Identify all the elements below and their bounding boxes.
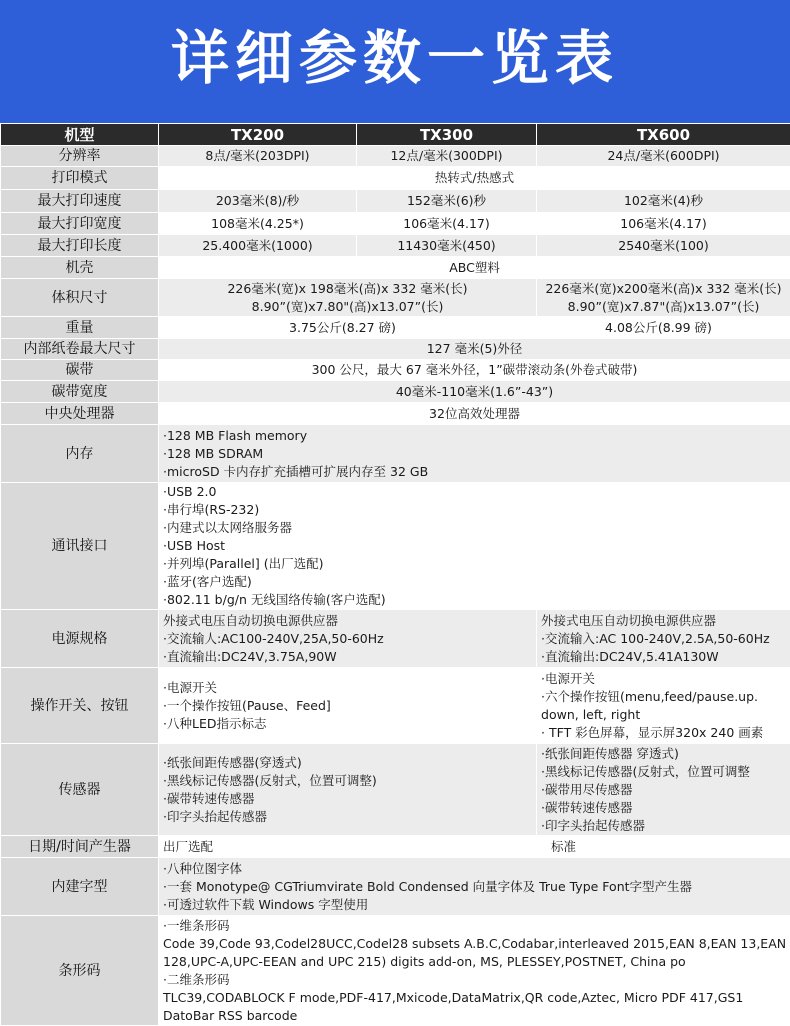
power-line: 外接式电压自动切换电源供应器 [541,612,790,630]
row-label: 机壳 [1,257,159,279]
page-title: 详细参数一览表 [171,29,619,87]
barcode-line: ·一维条形码 [163,917,788,935]
sensors-line: ·印字头抬起传感器 [163,808,536,826]
row-label: 传感器 [1,744,159,836]
cell-tx600: 2540毫米(100) [537,235,790,257]
header-tx300: TX300 [357,124,537,146]
dims-imperial: 8.90”(宽)x7.87"(高)x13.07”(长) [537,298,790,316]
row-label: 通讯接口 [1,483,159,610]
buttons-line: · TFT 彩色屏幕，显示屏320x 240 画素 [541,724,790,742]
row-sensors [1,744,790,836]
sensors-line: ·纸张间距传感器 穿透式) [541,745,790,763]
cell-tx600: 24点/毫米(600DPI) [537,146,790,167]
sensors-line: ·碳带转速传感器 [541,799,790,817]
buttons-line: ·六个操作按钮(menu,feed/pause.up. [541,688,790,706]
cell-tx300: 106毫米(4.17) [357,213,537,235]
cell-buttons-a [159,668,537,744]
barcode-line: TLC39,CODABLOCK F mode,PDF-417,Mxicode,DataMatrix,QR code,Aztec, Micro PDF 417,GS1 DatoBar RSS barcode [163,989,788,1025]
fonts-line: ·一套 Monotype@ CGTriumvirate Bold Condensed 向量字体及 True Type Font字型产生器 [163,878,790,896]
row-barcode [1,916,790,1026]
cell-dims-tx200-tx300 [159,279,537,317]
buttons-line: ·电源开关 [541,670,790,688]
row-label: 内存 [1,425,159,483]
header-tx600: TX600 [537,124,790,146]
row-print-mode [1,167,790,190]
row-datetime [1,836,790,858]
cell-all: 127 毫米(5)外径 [159,339,790,360]
cell-tx300: 11430毫米(450) [357,235,537,257]
row-max-length [1,235,790,257]
interface-line: ·蓝牙(客户选配) [163,573,790,591]
cell-interface [159,483,790,610]
memory-line: ·128 MB SDRAM [163,445,790,463]
power-line: 外接式电压自动切换电源供应器 [163,612,536,630]
row-label: 打印模式 [1,167,159,190]
row-label: 碳带 [1,360,159,381]
row-buttons [1,668,790,744]
sensors-line: ·碳带转速传感器 [163,790,536,808]
interface-line: ·串行埠(RS-232) [163,501,790,519]
dims-metric: 226毫米(宽)x 198毫米(高)x 332 毫米(长) [159,280,536,298]
row-power [1,610,790,668]
row-dimensions [1,279,790,317]
cell-power-b [537,610,790,668]
memory-line: ·128 MB Flash memory [163,427,790,445]
row-label: 最大打印宽度 [1,213,159,235]
dims-imperial: 8.90”(宽)x7.80"(高)x13.07”(长) [159,298,536,316]
cell-tx300: 152毫米(6)秒 [357,190,537,213]
buttons-line: down, left, right [541,706,790,724]
interface-line: ·802.11 b/g/n 无线国络传输(客户选配) [163,591,790,609]
row-label: 内建字型 [1,858,159,916]
cell-tx200: 203毫米(8)/秒 [159,190,357,213]
interface-line: ·USB Host [163,537,790,555]
cell-all: 热转式/热感式 [159,167,790,190]
cell-tx600: 106毫米(4.17) [537,213,790,235]
row-housing [1,257,790,279]
cell-tx200: 25.400毫米(1000) [159,235,357,257]
cell-tx200: 8点/毫米(203DPI) [159,146,357,167]
cell-tx200: 108毫米(4.25*) [159,213,357,235]
row-fonts [1,858,790,916]
sensors-line: ·黑线标记传感器(反射式，位置可调整) [163,772,536,790]
cell-fonts [159,858,790,916]
row-label: 电源规格 [1,610,159,668]
row-memory [1,425,790,483]
power-line: ·直流输出:DC24V,5.41A130W [541,648,790,666]
row-label: 操作开关、按钮 [1,668,159,744]
row-label: 条形码 [1,916,159,1026]
row-label: 重量 [1,317,159,339]
row-label: 日期/时间产生器 [1,836,159,858]
buttons-line: ·八种LED指示标志 [163,715,536,733]
row-label: 最大打印速度 [1,190,159,213]
row-label: 碳带宽度 [1,381,159,403]
interface-line: ·USB 2.0 [163,483,790,501]
row-label: 分辨率 [1,146,159,167]
memory-line: ·microSD 卡内存扩充插槽可扩展内存至 32 GB [163,463,790,481]
dims-metric: 226毫米(宽)x200毫米(高)x 332 毫米(长) [537,280,790,298]
cell-tx600: 102毫米(4)秒 [537,190,790,213]
cell-all: 32位高效处理器 [159,403,790,425]
row-cpu [1,403,790,425]
power-line: ·交流输入:AC 100-240V,2.5A,50-60Hz [541,630,790,648]
row-ribbon-width [1,381,790,403]
cell-all: 40毫米-110毫米(1.6”-43”) [159,381,790,403]
banner [0,0,790,123]
barcode-line: Code 39,Code 93,Codel28UCC,Codel28 subsets A.B.C,Codabar,interleaved 2015,EAN 8,EAN 13,EAN 128,UPC-A,UPC-EEAN and UPC 215) digits add-on, MS, PLESSEY,POSTNET, China po [163,935,788,971]
row-label: 内部纸卷最大尺寸 [1,339,159,360]
cell-datetime-b: 标准 [537,836,790,858]
buttons-line: ·一个操作按钮(Pause、Feed] [163,697,536,715]
fonts-line: ·八种位图字体 [163,860,790,878]
row-roll-size [1,339,790,360]
cell-memory [159,425,790,483]
cell-datetime-a: 出厂选配 [159,836,537,858]
header-row [1,124,790,146]
interface-line: ·内建式以太网络服务器 [163,519,790,537]
cell-barcode [159,916,790,1026]
cell-dims-tx600 [537,279,790,317]
row-weight [1,317,790,339]
cell-weight-a: 3.75公斤(8.27 磅) [159,317,527,339]
buttons-line: ·电源开关 [163,679,536,697]
interface-line: ·并列埠(Parallel] (出厂选配) [163,555,790,573]
cell-weight-b: 4.08公斤(8.99 磅) [527,317,790,339]
sensors-line: ·印字头抬起传感器 [541,817,790,835]
barcode-line: ·二维条形码 [163,971,788,989]
row-max-speed [1,190,790,213]
sensors-line: ·黑线标记传感器(反射式，位置可调整 [541,763,790,781]
header-tx200: TX200 [159,124,357,146]
cell-all: 300 公尺，最大 67 毫米外径，1”碳带滚动条(外卷式破带) [159,360,790,381]
row-label: 中央处理器 [1,403,159,425]
cell-all: ABC塑料 [159,257,790,279]
sensors-line: ·碳带用尽传感器 [541,781,790,799]
cell-tx300: 12点/毫米(300DPI) [357,146,537,167]
sensors-line: ·纸张间距传感器(穿透式) [163,754,536,772]
row-interface [1,483,790,610]
row-ribbon [1,360,790,381]
cell-power-a [159,610,537,668]
cell-sensors-b [537,744,790,836]
power-line: ·直流输出:DC24V,3.75A,90W [163,648,536,666]
header-model: 机型 [1,124,159,146]
row-label: 体积尺寸 [1,279,159,317]
row-resolution [1,146,790,167]
power-line: ·交流输人:AC100-240V,25A,50-60Hz [163,630,536,648]
cell-sensors-a [159,744,537,836]
row-label: 最大打印长度 [1,235,159,257]
cell-buttons-b [537,668,790,744]
row-max-width [1,213,790,235]
spec-table [0,123,790,1026]
fonts-line: ·可透过软件下载 Windows 字型使用 [163,896,790,914]
